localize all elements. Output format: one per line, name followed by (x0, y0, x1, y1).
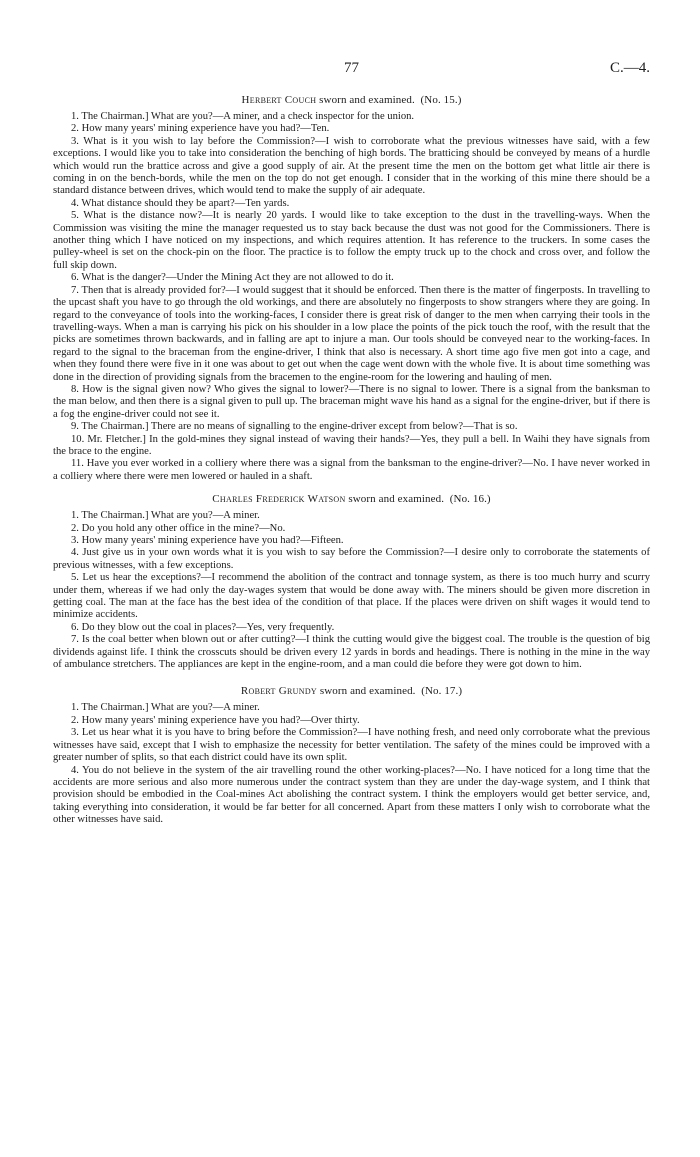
witness-number: (No. 16.) (449, 493, 491, 506)
witness-name: Charles Frederick Watson (212, 493, 346, 506)
heading-text: sworn and examined. (345, 493, 445, 506)
qa-paragraph: 1. The Chairman.] What are you?—A miner. (71, 702, 260, 714)
qa-paragraph: 3. What is it you wish to lay before the Commission?—I wish to corroborate what the previous witnesses have said, with a few exceptions. I would like you to take into consideration the benching of high bords. The bratticing should be conveyed by means of a hurdle which would run the brattice across and give a good supply of air. At the present time the men on the bottom get what little air there is coming in on the bench-bords, while the men on the top do not get enough. I consider that in the working of this mine there should be a standard distance between drives, which would tend to make the supply of air adequate. (53, 135, 650, 197)
witness-number: (No. 15.) (420, 94, 462, 106)
qa-paragraph: 2. How many years' mining experience have you had?—Ten. (71, 123, 330, 135)
qa-paragraph: 8. How is the signal given now? Who gives the signal to lower?—There is no signal to lower. There is a signal from the banksman to the man below, and then there is a signal given to pull up. The braceman might wave his hand as a signal for the engine-driver, but if there is a fog the engine-driver could not see it. (53, 383, 650, 420)
qa-paragraph: 7. Then that is already provided for?—I would suggest that it should be enforced. Then there is the matter of fingerposts. In travelling to the upcast shaft you have to go through the old workings, and there are absolutely no fingerposts to show strangers where they are going. In regard to the conveyance of tools into the working-faces, I consider there is great risk of danger to the men when carrying their tools in the travelling-ways. When a man is carrying his pick on his shoulder in a low place the points of the pick touch the roof, with the result that the picks are sometimes thrown backwards, and in falling are apt to injure a man. Our tools should be conveyed near to the working-faces. In regard to the signal to the braceman from the engine-driver, I think that also is necessary. A short time ago five men got into a cage, and when they found there were five in it one was about to get out when the cage went down with the whole five. It is about time something was done in the direction of providing signals from the bracemen to the engine-room for the lowering and hauling of men. (53, 284, 650, 383)
qa-paragraph: 2. How many years' mining experience have you had?—Over thirty. (71, 714, 360, 726)
heading-text: sworn and examined. (316, 685, 416, 698)
qa-paragraph: 3. How many years' mining experience have you had?—Fifteen. (71, 535, 344, 546)
heading-text: sworn and examined. (316, 94, 415, 106)
qa-paragraph: 3. Let us hear what it is you have to bring before the Commission?—I have nothing fresh, and need only corroborate what the previous witnesses have said, except that I wish to emphasize the necessity for better ventilation. The safety of the mines could be improved with a greater number of splits, so that each district could have its own split. (53, 727, 650, 764)
document-reference: C.—4. (609, 60, 650, 76)
witness-name: Robert Grundy (240, 685, 317, 698)
witness-number: (No. 17.) (421, 685, 463, 698)
qa-paragraph: 6. What is the danger?—Under the Mining Act they are not allowed to do it. (71, 272, 394, 284)
qa-paragraph: 2. Do you hold any other office in the mine?—No. (71, 522, 286, 534)
qa-paragraph: 10. Mr. Fletcher.] In the gold-mines they signal instead of waving their hands?—Yes, they pull a bell. In Waihi they have signals from the brace to the engine. (53, 433, 650, 457)
testimony-section-17 (53, 685, 650, 826)
section-heading (53, 685, 650, 697)
qa-paragraph: 9. The Chairman.] There are no means of signalling to the engine-driver except from below?—That is so. (71, 421, 518, 433)
qa-paragraph: 1. The Chairman.] What are you?—A miner. (71, 510, 260, 522)
section-heading (53, 94, 650, 106)
qa-paragraph: 6. Do they blow out the coal in places?—Yes, very frequently. (71, 621, 335, 633)
qa-paragraph: 1. The Chairman.] What are you?—A miner, and a check inspector for the union. (71, 111, 415, 122)
qa-paragraph: 11. Have you ever worked in a colliery where there was a signal from the banksman to the engine-driver?—No. I have never worked in a colliery where there were men lowered or hauled in a shaft. (53, 458, 650, 482)
section-heading (53, 493, 650, 505)
qa-paragraph: 4. You do not believe in the system of the air travelling round the other working-places?—No. I have noticed for a long time that the accidents are more serious and also more numerous under the contract system than they are under the day-wage system, and I think that provision should be embodied in the Coal-mines Act abolishing the contract system. I think the employers would get better service, and, taking everything into consideration, it would be far better for all concerned. Apart from these matters I only wish to corroborate what the other witnesses have said. (53, 764, 650, 826)
testimony-section-16 (53, 493, 650, 671)
qa-paragraph: 5. Let us hear the exceptions?—I recommend the abolition of the contract and tonnage system, as there is too much hurry and scurry under them, whereas if we had only the day-wages system that would be done away with. The miners should be given more discretion in getting coal. The man at the face has the best idea of the condition of that place. If the places were driven on shift wages it would tend to minimize accidents. (53, 572, 650, 621)
page-number: 77 (344, 60, 359, 76)
page-header (53, 60, 650, 86)
witness-name: Herbert Couch (241, 94, 317, 106)
qa-paragraph: 4. Just give us in your own words what it is you wish to say before the Commission?—I desire only to corroborate the statements of previous witnesses, with a few exceptions. (53, 547, 650, 571)
qa-paragraph: 4. What distance should they be apart?—Ten yards. (71, 197, 290, 209)
qa-paragraph: 7. Is the coal better when blown out or after cutting?—I think the cutting would give the biggest coal. The trouble is the question of big dividends against life. I think the crosscuts should be driven every 12 yards in bords and headings. There is nothing in the mine in the way of ambulance stretchers. The appliances are kept in the engine-room, and a man could die before they were got down to him. (53, 634, 650, 671)
qa-paragraph: 5. What is the distance now?—It is nearly 20 yards. I would like to take exception to the dust in the travelling-ways. When the Commission was visiting the mine the manager requested us to stay back because the dust was not good for the Commissioners. There is another thing which I have noticed on my inspections, and which requires attention. It has reference to the truckers. In some cases the pulley-wheel is set on the chock-pin on the floor. The practice is to follow the empty truck up to the chock and cross over, and follow the full skip down. (53, 210, 650, 271)
testimony-section-15 (53, 94, 650, 483)
